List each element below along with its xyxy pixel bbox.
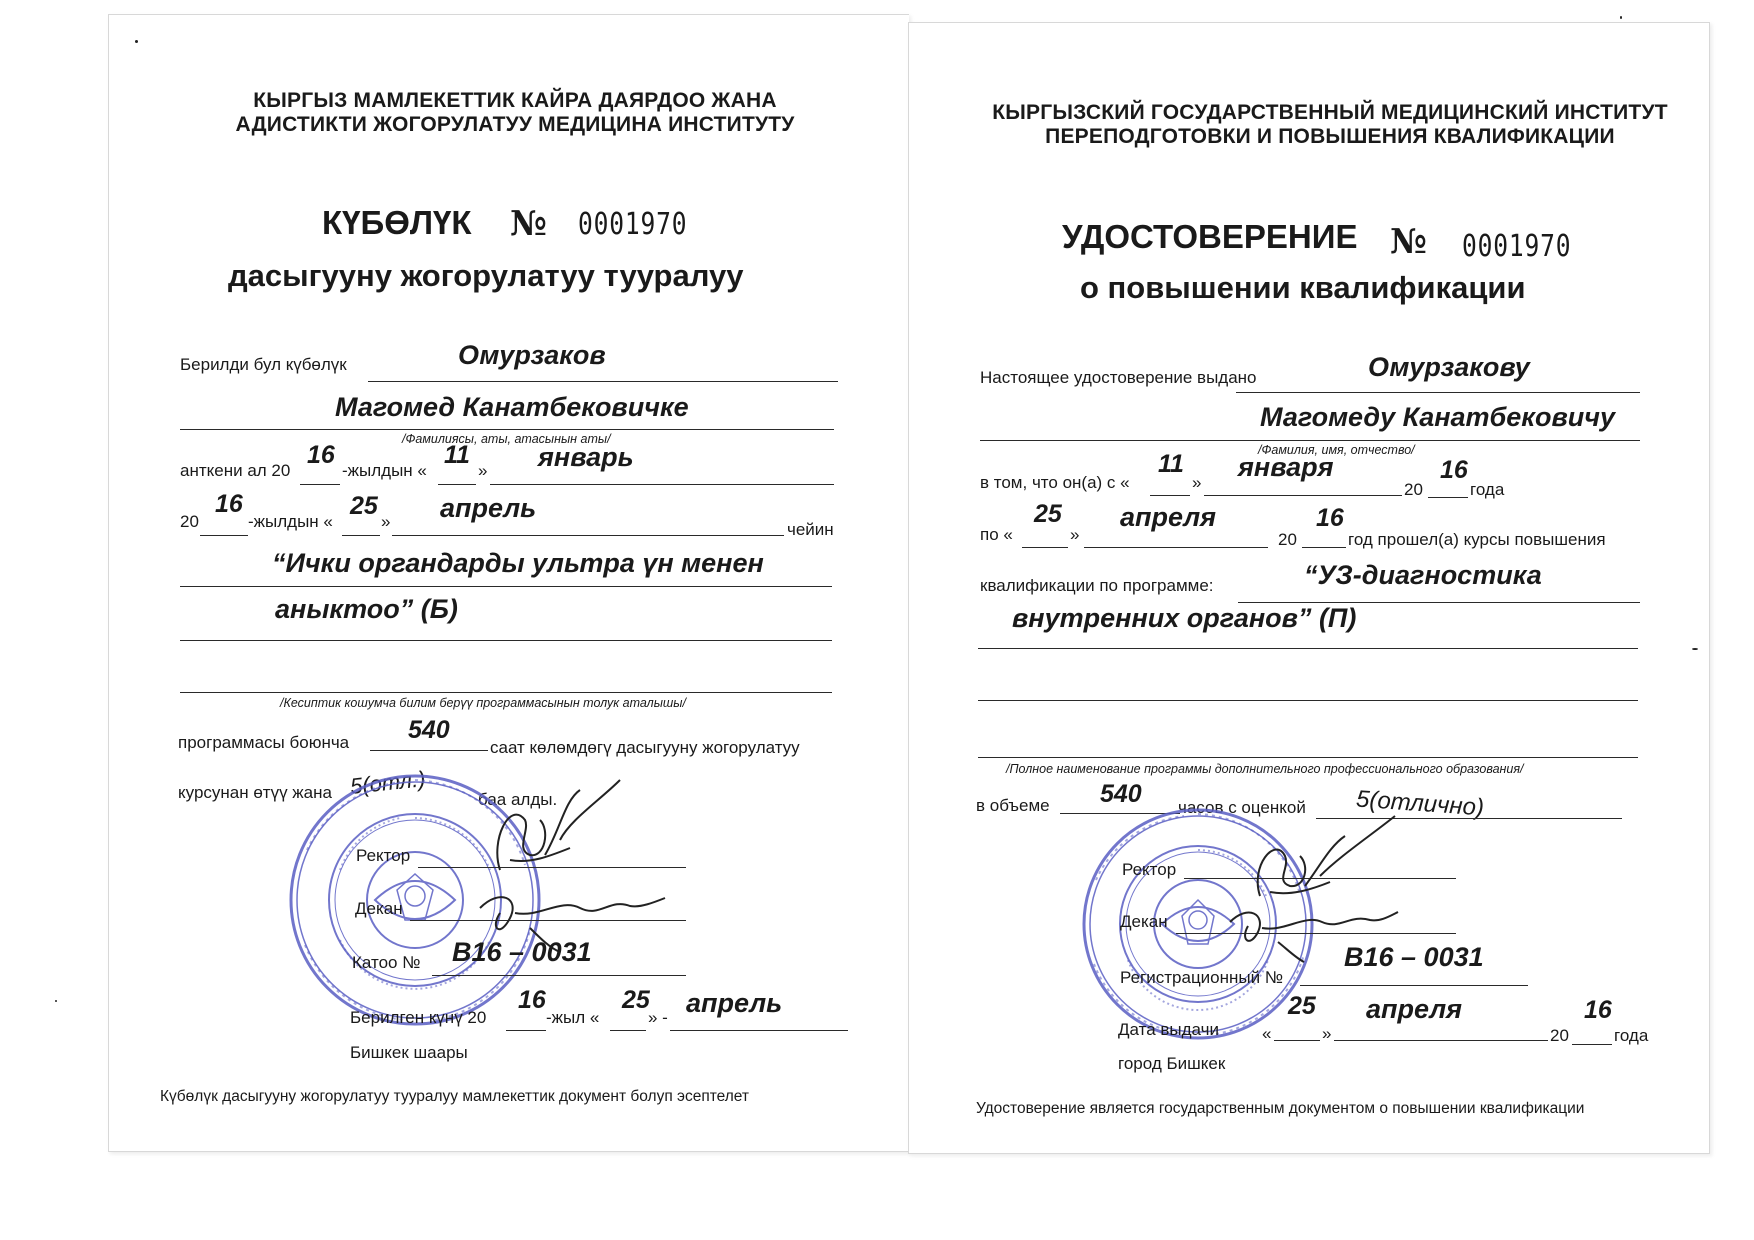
left-end-year: 16: [215, 490, 243, 518]
left-footer: Күбөлүк дасыгууну жогорулатуу тууралуу мамлекеттик документ болуп эсептелет: [160, 1088, 749, 1105]
left-end-year-suffix: -жылдын «: [248, 512, 333, 531]
right-program-label: квалификации по программе:: [980, 576, 1214, 595]
left-program-line1: “Ички органдарды ультра үн менен: [272, 548, 764, 578]
right-surname: Омурзакову: [1368, 352, 1530, 382]
right-rector-label: Ректор: [1122, 860, 1177, 879]
right-issue-day: 25: [1288, 992, 1316, 1020]
right-issue-year-line: [1572, 1044, 1612, 1045]
right-serial-number: 0001970: [1462, 229, 1572, 264]
left-institute-line1: КЫРГЫЗ МАМЛЕКЕТТИК КАЙРА ДАЯРДОО ЖАНА: [253, 89, 777, 112]
right-institute-line2: ПЕРЕПОДГОТОВКИ И ПОВЫШЕНИЯ КВАЛИФИКАЦИИ: [1045, 125, 1615, 148]
right-reg-label: Регистрационный №: [1120, 968, 1284, 987]
left-end-quote-close: »: [381, 512, 391, 531]
left-course-suffix: баа алды.: [478, 790, 558, 809]
right-start-month-line: [1204, 495, 1402, 496]
left-program-line2-rule: [180, 640, 832, 641]
left-issue-month: апрель: [686, 988, 783, 1018]
left-reg-number: В16 – 0031: [452, 937, 592, 967]
right-end-year: 16: [1316, 504, 1344, 532]
left-given-names: Магомед Канатбековичке: [335, 392, 689, 422]
right-reg-number: В16 – 0031: [1344, 942, 1484, 972]
left-issue-day-line: [610, 1030, 646, 1031]
right-doc-title: УДОСТОВЕРЕНИЕ: [1062, 218, 1358, 255]
left-course-prefix: курсунан өтүү жана: [178, 783, 332, 802]
left-doc-title: КҮБӨЛҮК: [322, 204, 472, 241]
right-reg-line: [1300, 985, 1528, 986]
right-program-line2: внутренних органов” (П): [1012, 603, 1357, 633]
left-quote-close: »: [478, 461, 488, 480]
left-issue-year: 16: [518, 986, 546, 1014]
right-program-line2-rule: [978, 648, 1638, 649]
right-issue-label: Дата выдачи: [1118, 1020, 1219, 1039]
left-rector-label: Ректор: [356, 846, 411, 865]
left-start-year-line: [300, 484, 340, 485]
speck: [135, 40, 138, 43]
left-issue-month-line: [670, 1030, 848, 1031]
left-program-line3-rule: [180, 692, 832, 693]
right-from-prefix: в том, что он(а) с «: [980, 473, 1130, 492]
right-volume-label: в объеме: [976, 796, 1050, 815]
left-end-year-prefix: 20: [180, 512, 199, 531]
right-start-day-line: [1150, 495, 1190, 496]
right-to-prefix: по «: [980, 525, 1013, 544]
right-from-quote-close: »: [1192, 473, 1202, 492]
left-until-label: чейин: [787, 520, 834, 539]
right-issue-quote-open: «: [1262, 1024, 1272, 1043]
left-hours-prefix: программасы боюнча: [178, 733, 350, 752]
right-subtitle: о повышении квалификации: [1080, 270, 1526, 305]
right-footer: Удостоверение является государственным документом о повышении квалификации: [976, 1100, 1585, 1117]
left-hours: 540: [408, 716, 450, 744]
left-start-day: 11: [444, 441, 470, 469]
right-given-names-line: [980, 440, 1640, 441]
left-grade: 5(отл.): [348, 766, 427, 799]
left-issue-quote-close: » -: [648, 1008, 668, 1027]
right-grade-label: часов с оценкой: [1178, 798, 1306, 817]
right-given-names: Магомеду Канатбековичу: [1260, 402, 1616, 432]
left-end-month-line: [392, 535, 784, 536]
right-program-line3-rule: [978, 700, 1638, 701]
right-institute-line1: КЫРГЫЗСКИЙ ГОСУДАРСТВЕННЫЙ МЕДИЦИНСКИЙ ИНСТИТУТ: [992, 101, 1668, 124]
right-start-month: января: [1238, 452, 1334, 482]
right-program-line1: “УЗ-диагностика: [1304, 560, 1542, 590]
left-institute-line2: АДИСТИКТИ ЖОГОРУЛАТУУ МЕДИЦИНА ИНСТИТУТУ: [235, 113, 795, 136]
speck: [1692, 648, 1698, 650]
left-end-day: 25: [350, 492, 378, 520]
left-start-month-line: [490, 484, 834, 485]
right-issue-quote-close: »: [1322, 1024, 1332, 1043]
left-serial-number: 0001970: [578, 207, 688, 242]
right-issue-year-suffix: года: [1614, 1026, 1649, 1045]
left-reg-label: Катоо №: [352, 953, 421, 972]
left-dean-label: Декан: [355, 899, 403, 918]
right-end-month: апреля: [1120, 502, 1217, 532]
right-grade: 5(отлично): [1355, 785, 1485, 822]
right-issue-year: 16: [1584, 996, 1612, 1024]
left-hours-line: [370, 750, 488, 751]
left-city: Бишкек шаары: [350, 1043, 468, 1062]
left-issue-year-line: [506, 1030, 546, 1031]
right-surname-line: [1236, 392, 1640, 393]
right-end-day: 25: [1034, 500, 1062, 528]
right-start-year-suffix: года: [1470, 480, 1505, 499]
right-end-month-line: [1084, 547, 1268, 548]
right-end-day-line: [1022, 547, 1068, 548]
left-subtitle: дасыгууну жогорулатуу тууралуу: [228, 258, 744, 293]
left-surname-line: [368, 381, 838, 382]
left-program-caption: /Кесиптик кошумча билим берүү программасынын толук аталышы/: [280, 696, 686, 710]
left-issue-date-prefix: Берилген күнү 20: [350, 1008, 487, 1027]
left-end-day-line: [342, 535, 380, 536]
right-start-day: 11: [1158, 450, 1184, 478]
left-finished-prefix: анткени ал 20: [180, 461, 291, 480]
right-program-caption: /Полное наименование программы дополнительного профессионального образования/: [1006, 762, 1524, 776]
right-course-text: год прошел(а) курсы повышения: [1348, 530, 1606, 549]
left-surname: Омурзаков: [458, 340, 606, 370]
right-issue-day-line: [1274, 1040, 1320, 1041]
right-name-caption: /Фамилия, имя, отчество/: [1258, 443, 1415, 457]
right-issue-month: апреля: [1366, 994, 1463, 1024]
right-program-line4-rule: [978, 757, 1638, 758]
left-issue-year-suffix: -жыл «: [546, 1008, 600, 1027]
right-start-year: 16: [1440, 456, 1468, 484]
left-issued-label: Берилди бул күбөлүк: [180, 355, 347, 374]
speck: [55, 1000, 57, 1002]
left-hours-suffix: саат көлөмдөгү дасыгууну жогорулатуу: [490, 738, 800, 757]
right-start-year-line: [1428, 497, 1468, 498]
left-start-year: 16: [307, 441, 335, 469]
left-issue-day: 25: [622, 986, 650, 1014]
right-end-year-line: [1302, 547, 1346, 548]
left-end-year-line: [200, 535, 248, 536]
right-number-sign: №: [1390, 222, 1427, 262]
left-start-day-line: [438, 484, 476, 485]
right-start-year-prefix: 20: [1404, 480, 1423, 499]
left-program-line2: аныктоо” (Б): [275, 594, 458, 624]
right-end-year-prefix: 20: [1278, 530, 1297, 549]
speck: [1620, 16, 1622, 19]
left-year-suffix-open: -жылдын «: [342, 461, 427, 480]
right-issue-month-line: [1334, 1040, 1548, 1041]
right-city: город Бишкек: [1118, 1054, 1226, 1073]
right-dean-label: Декан: [1120, 912, 1168, 931]
right-issue-year-prefix: 20: [1550, 1026, 1569, 1045]
right-issued-label: Настоящее удостоверение выдано: [980, 368, 1257, 387]
left-end-month: апрель: [440, 493, 537, 523]
left-program-line1-rule: [180, 586, 832, 587]
right-hours: 540: [1100, 780, 1142, 808]
left-start-month: январь: [538, 442, 634, 472]
left-reg-line: [432, 975, 686, 976]
left-name-caption: /Фамилиясы, аты, атасынын аты/: [402, 432, 611, 446]
left-number-sign: №: [510, 204, 547, 244]
left-given-names-line: [180, 429, 834, 430]
right-to-quote-close: »: [1070, 525, 1080, 544]
